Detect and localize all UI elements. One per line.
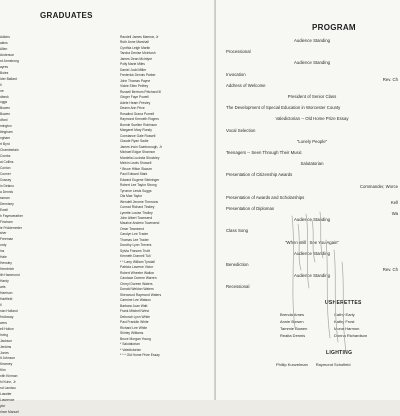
program-item-title: Presentation of Diplomas [226,206,275,211]
graduate-name-fragment: Jackson [0,338,13,343]
graduate-name-fragment: wers [0,320,7,325]
graduate-name-fragment: Hembrich [0,267,15,272]
graduate-name: Melvin Lewis Showell [120,161,152,166]
graduate-name-fragment: Ewell [0,207,8,212]
graduate-name: Barbara Joan Watt [120,303,148,308]
lighting-crew-name: Phillip Kunzelman [276,362,308,367]
graduate-name-fragment: lt Johnson [0,356,16,361]
graduate-name-fragment: Dennisey [0,201,14,206]
program-row [226,172,398,177]
graduate-name: Carolyn Lee Trader [120,232,149,237]
graduate-name-fragment: a Dennis [0,189,14,194]
usher-name: Cathy Early [334,312,355,317]
program-row [226,83,398,88]
ushers-heading: USHERETTES [325,300,362,306]
program-item-performer: Commander, Worce [359,183,398,189]
graduate-name: Robert Wheeler Walton [120,270,155,275]
graduate-name: Raymond Kenneth Rogers [120,117,159,122]
graduate-name-fragment: ith Hammond [0,273,20,278]
graduate-name-fragment: Kim [0,368,6,373]
graduate-name-fragment: Combs [0,154,11,159]
usher-name: Mona Harmon [334,326,360,331]
graduate-name-fragment: arts [0,285,6,290]
graduate-name: Sylvia Frances Truitt [120,248,150,253]
program-item-performer: Audience Standing [293,38,331,43]
program-item-title: Presentation of Citizenship Awards [226,172,293,178]
graduate-name-fragment: hi Kuhn, Jr [0,380,16,385]
program-row [226,184,398,189]
graduate-name: Russell Bertrum Pritchard III [120,89,162,94]
graduate-name-fragment: ins [0,249,5,254]
program-item-title: Class Song [226,228,248,234]
program-item-title: Benediction [226,262,249,267]
program-row [226,161,398,166]
graduate-name: * * Larry William Tyndall [120,259,155,264]
graduate-name: Cynthia Leigh Martin [120,45,151,50]
graduate-name-fragment: Bowen [0,106,11,111]
graduates-heading: GRADUATES [40,11,93,20]
graduates-right-column [120,35,214,359]
graduate-name: Claude Ryan Sadie [120,139,149,144]
graduate-name-fragment: Harrison [0,290,13,295]
graduate-name: Rosalind Grana Purnell [120,111,155,116]
graduate-name: Omar Townsend [120,226,144,231]
graduate-name: Robert Lee Taylor Strong [120,183,157,188]
graduate-name: Constance Gale Russell [120,133,156,138]
lighting-crew-name: Raymond Schofield [315,362,351,367]
graduate-name-fragment: Allen [0,46,8,51]
graduate-name-fragment: ai Collins [0,160,14,165]
graduate-name-fragment: ttingham [0,130,13,135]
graduate-name: Sherwood Raymond Waters [120,292,162,297]
graduate-name-fragment: Jones [0,350,9,355]
graduate-name-fragment: ngham [0,136,11,141]
graduate-name: * * * Old Home Prize Essay [120,353,160,358]
graduate-name-fragment: ell Holton [0,326,14,331]
right-page [216,0,400,400]
graduate-name: Ruth Anne Marshall [120,40,149,45]
graduate-name: * Bruce Hilton Slacum [120,166,153,171]
program-item-performer: Audience Standing [293,250,331,256]
graduate-name-fragment: Hale [0,255,7,260]
program-item-title: Processional [226,49,251,55]
usher-name: Donna Richardson [334,333,368,338]
program-item-performer: Audience Standing [293,60,331,66]
graduate-name-fragment: Kearney [0,362,13,367]
graduate-name: Tyronne Lewis Suggs [120,188,152,193]
graduate-name: Maurice Andrew Townsend [120,221,160,226]
graduate-name: Frank Mitchell West [120,309,149,314]
program-row [226,94,398,99]
graduate-name: John Albert Townsend [120,215,153,220]
lighting-heading: LIGHTING [326,350,353,356]
usher-name: Annie Bowen [280,319,304,324]
graduate-name-fragment: Hensley [0,261,12,266]
graduate-name: Dorothy Lynn Trevers [120,243,152,248]
graduate-name-fragment: Boies [0,70,9,75]
graduate-name-fragment: Conner [0,171,11,176]
graduate-name-fragment: Bowen [0,112,11,117]
usher-name: Kathy Frost [334,319,355,324]
graduate-name: Richard Lee White [120,325,148,330]
graduate-name: Polly Marie Miles [120,62,145,67]
program-item-performer: Salutatorian [300,161,324,167]
graduate-name: Lynette Louise Tindley [120,210,153,215]
lighting-list [276,362,396,367]
graduate-name: Patricia Laverne Victor [120,265,154,270]
graduate-name-fragment: rince Manuel [0,410,19,415]
program-item-performer: Valedictorian -- Old Home Prize Essay [275,116,349,122]
graduate-name: Vickie Ellen Pelfrey [120,84,149,89]
graduate-name-fragment: ll [0,82,2,87]
graduate-name-fragment: dford [0,118,8,123]
program-row [226,105,398,110]
graduate-name-fragment: mington [0,124,12,129]
program-item-performer: Audience Standing [293,273,331,279]
program-item-performer: "When Will I See You Again" [285,239,339,245]
program-item-title: Vocal Selection [226,127,256,133]
graduate-name-fragment: oggs [0,100,8,105]
graduate-name: Candace Dorene Warren [120,276,157,281]
graduate-name-fragment: Lassiter [0,392,12,397]
graduate-name-fragment: rd Armstrong [0,58,19,63]
graduate-name-fragment: nith Kinman [0,374,18,379]
handwritten-notes [286,210,356,360]
graduate-name-fragment: ayres [0,64,9,69]
graduate-name-fragment: Freeman [0,237,14,242]
graduate-name: Thomas Lee Trader [120,237,149,242]
program-item-performer: "Lonely People" [296,138,328,144]
graduate-name-fragment: Conlon [0,165,11,170]
graduate-name: Adele Hearn Presley [120,100,151,105]
graduate-name-fragment: Fincham [0,219,13,224]
graduate-name: Kenneth Donnell Tull [120,254,151,259]
graduate-name: Paul Franklin White [120,320,149,325]
program-item-performer: President of Senior Class [287,94,337,99]
graduate-name: Cheryl Doreen Waters [120,281,153,286]
graduate-name: Ola Mae Taylor [120,194,143,199]
graduate-name: Donald Weldon Waters [120,287,154,292]
program-item-title: Address of Welcome [226,82,266,88]
graduate-name-fragment: ne [0,88,4,93]
graduate-name: James Dean McIntyre [120,56,153,61]
program-item-title: Recessional [226,284,250,290]
graduate-name: Bonnie Suellen Robinson [120,122,158,127]
graduate-name: Bruce Morgan Young [120,336,151,341]
usher-name: Tammie Bowen [280,326,308,331]
graduate-name-fragment: ll [0,302,2,307]
program-item-title: Invocation [226,71,246,77]
graduate-name-fragment: Hartfield [0,296,13,301]
graduate-name: Randell James Marmar, Jr [120,35,159,39]
graduate-name: John Thomas Payne [120,78,151,83]
graduate-name: Deann Ann Price [120,106,145,111]
graduate-name-fragment: Irving [0,332,9,337]
program-item-performer: Wa [391,211,398,216]
graduate-name: Frederick Dennis Parker [120,73,156,78]
graduate-name-fragment: sher [0,231,7,236]
graduate-name-fragment: akins [0,40,8,45]
graduate-name: * Salutatorian [120,342,140,347]
program-row [226,150,398,155]
graduate-name: Edward Eugene Steininger [120,177,160,182]
program-item-performer: Kell [390,199,398,205]
program-item-title: Presentation of Awards and Scholarships [226,194,305,200]
graduate-name: Conrad Richard Tindley [120,205,155,210]
graduate-name-fragment: Chamberlain [0,148,19,153]
graduate-name-fragment: Ider Ballard [0,76,17,81]
graduate-name-fragment: in Delano [0,183,14,188]
program-item-performer: Rev. Ch [382,267,398,272]
graduate-name-fragment: dbeck [0,94,9,99]
graduate-name: Deborah Lynn White [120,314,150,319]
graduate-name: * Valedictorian [120,347,142,352]
usher-name: Realta Dennis [280,333,306,338]
graduate-name-fragment: Gossey [0,177,12,182]
graduate-name-fragment: Holloway [0,314,14,319]
graduate-name: Tandra Denise McIntosh [120,51,156,56]
graduate-name: Michael Edgar Shannon [120,150,156,155]
graduate-name-fragment: nan Holland [0,308,18,313]
program-row [226,195,398,205]
graduate-name: Paul Edward Stark [120,172,148,177]
program-row [226,49,398,54]
graduate-name: Mordelia Lucinda Shockley [120,155,160,160]
graduate-name-fragment: Adkins [0,35,10,39]
program-row [226,60,398,65]
graduate-name: Margaret Mary Rundy [120,128,152,133]
program-item-performer: Rev. Ch [382,76,398,82]
graduate-name: Shirley Williams [120,331,144,336]
graduate-name: Ginger Faye Powell [120,95,149,100]
program-heading: PROGRAM [312,23,356,32]
graduate-name-fragment: ordy [0,243,7,248]
graduates-left-column [0,35,44,416]
graduate-name-fragment: Lawrence [0,398,15,403]
program-row [226,38,398,43]
program-row [226,139,398,144]
graduate-name-fragment: Hardy [0,279,9,284]
graduate-name-fragment: ie Friddemmler [0,225,22,230]
program-row [226,72,398,82]
usher-name: Brenda Ames [280,312,305,317]
graduate-name-fragment: h Fayerweather [0,213,23,218]
program-item-performer: Audience Standing [293,217,331,223]
program-row [226,128,398,133]
graduate-name-fragment: rt Byrd [0,142,10,147]
graduate-name: Carmine Lee Watson [120,298,151,303]
graduate-name: Daniel Judd Miller [120,67,147,72]
graduate-name: Wendell Jerome Timmons [120,199,159,204]
graduate-name-fragment: nd Landau [0,386,16,391]
graduate-name-fragment: ylor [0,404,6,409]
program-row [226,116,398,121]
graduate-name-fragment: Jenkins [0,344,12,349]
graduate-name: James Irwin Scarborough, Jr [120,144,162,149]
program-item-title: The Development of Special Education in Worcester County [226,105,341,111]
graduate-name-fragment: ssman [0,195,10,200]
program-item-title: Teenagers -- Seen Through Their Music [226,150,302,155]
graduate-name-fragment: Anderson [0,52,15,57]
